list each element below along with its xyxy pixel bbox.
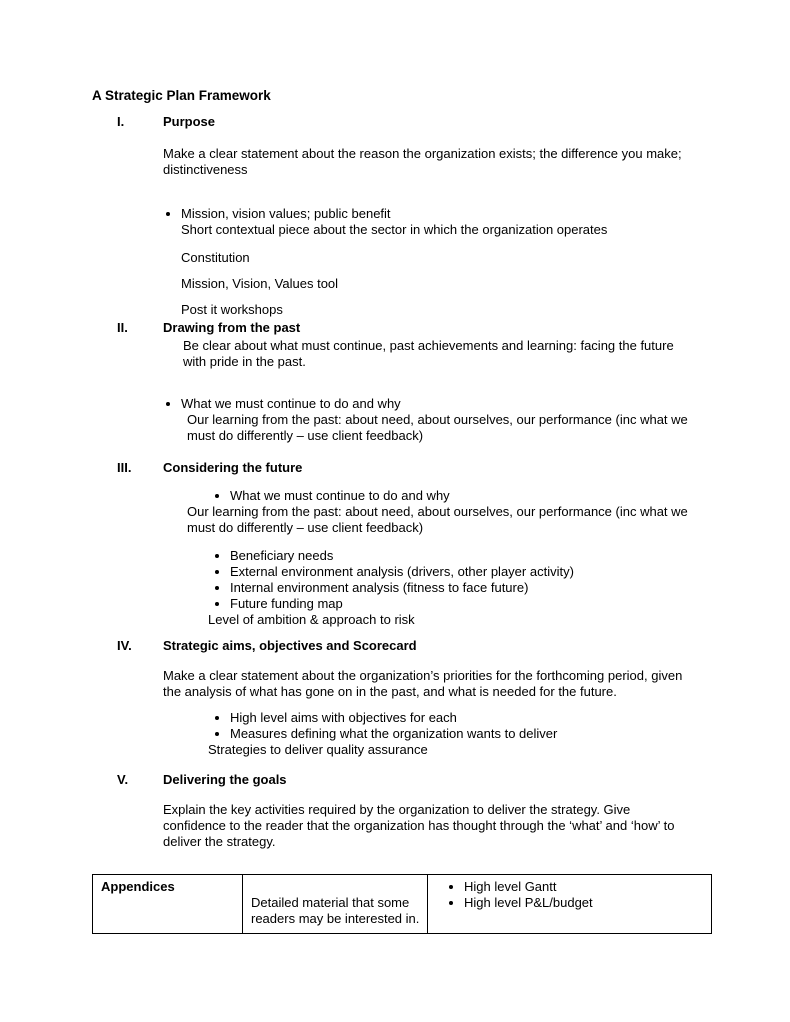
section-intro: Be clear about what must continue, past achievements and learning: facing the future with pride in the past. <box>183 338 674 369</box>
list-item <box>230 488 720 504</box>
tool-item: Post it workshops <box>181 302 283 317</box>
appendix-description-cell <box>243 875 428 934</box>
bullet-subtext: Our learning from the past: about need, about ourselves, our performance (inc what we must do differently – use client feedback) <box>187 412 688 443</box>
section-heading-row <box>92 114 720 130</box>
section-intro: Make a clear statement about the organization’s priorities for the forthcoming period, given the analysis of what has gone on in the past, and what is needed for the future. <box>163 668 683 699</box>
section-drawing-from-the-past <box>92 320 720 444</box>
list-item: • High level Gantt <box>464 879 705 895</box>
bullet-subtext: Our learning from the past: about need, about ourselves, our performance (inc what we must do differently – use client feedback) <box>187 504 688 535</box>
section-heading: Considering the future <box>163 460 303 475</box>
list-item: • Measures defining what the organization wants to deliver <box>230 726 720 742</box>
bullet-subtext: Short contextual piece about the sector in which the organization operates <box>181 222 608 237</box>
list-item <box>181 206 720 238</box>
section-numeral: II. <box>117 320 128 335</box>
section-purpose <box>92 114 720 318</box>
tool-item: Mission, Vision, Values tool <box>181 276 339 291</box>
bullet-text: • What we must continue to do and why <box>230 488 450 503</box>
list-item <box>181 396 720 444</box>
section-heading-row <box>92 320 720 336</box>
section-numeral: IV. <box>117 638 132 653</box>
bullet-list <box>92 488 720 504</box>
tool-item: Constitution <box>181 250 250 265</box>
list-item: • Internal environment analysis (fitness to face future) <box>230 580 720 596</box>
list-item: • High level P&L/budget <box>464 895 705 911</box>
table-row <box>93 875 712 934</box>
section-strategic-aims <box>92 638 720 758</box>
section-heading: Delivering the goals <box>163 772 287 787</box>
bullet-list <box>92 548 720 612</box>
list-item: • External environment analysis (drivers, other player activity) <box>230 564 720 580</box>
list-item: • Beneficiary needs <box>230 548 720 564</box>
section-numeral: V. <box>117 772 129 787</box>
document-title: A Strategic Plan Framework <box>92 88 271 103</box>
section-heading-row <box>92 460 720 476</box>
bullet-text: • Mission, vision values; public benefit <box>181 206 391 221</box>
appendix-description: Detailed material that some readers may be interested in. <box>251 895 420 926</box>
section-heading: Purpose <box>163 114 216 129</box>
section-numeral: III. <box>117 460 132 475</box>
bullet-list <box>436 879 705 911</box>
section-considering-the-future <box>92 460 720 628</box>
appendix-label: Appendices <box>101 879 175 894</box>
section-heading: Drawing from the past <box>163 320 301 335</box>
list-item: • Future funding map <box>230 596 720 612</box>
section-heading: Strategic aims, objectives and Scorecard <box>163 638 417 653</box>
section-intro: Explain the key activities required by the organization to deliver the strategy. Give confidence to the reader that the organization has thought through the ‘what’ and ‘how’ to deliver the strategy. <box>163 802 675 849</box>
appendix-table <box>92 874 712 934</box>
section-tail-text: Strategies to deliver quality assurance <box>208 742 428 757</box>
section-delivering-the-goals <box>92 772 720 850</box>
bullet-list <box>92 396 720 444</box>
section-heading-row <box>92 638 720 654</box>
bullet-list <box>92 206 720 238</box>
appendix-label-cell <box>93 875 243 934</box>
list-item: • High level aims with objectives for each <box>230 710 720 726</box>
section-tail-text: Level of ambition & approach to risk <box>208 612 415 627</box>
section-intro: Make a clear statement about the reason the organization exists; the difference you make; distinctiveness <box>163 146 682 177</box>
bullet-text: • What we must continue to do and why <box>181 396 401 411</box>
section-numeral: I. <box>117 114 125 129</box>
bullet-list <box>92 710 720 742</box>
appendix-items-cell <box>428 875 712 934</box>
section-heading-row <box>92 772 720 788</box>
